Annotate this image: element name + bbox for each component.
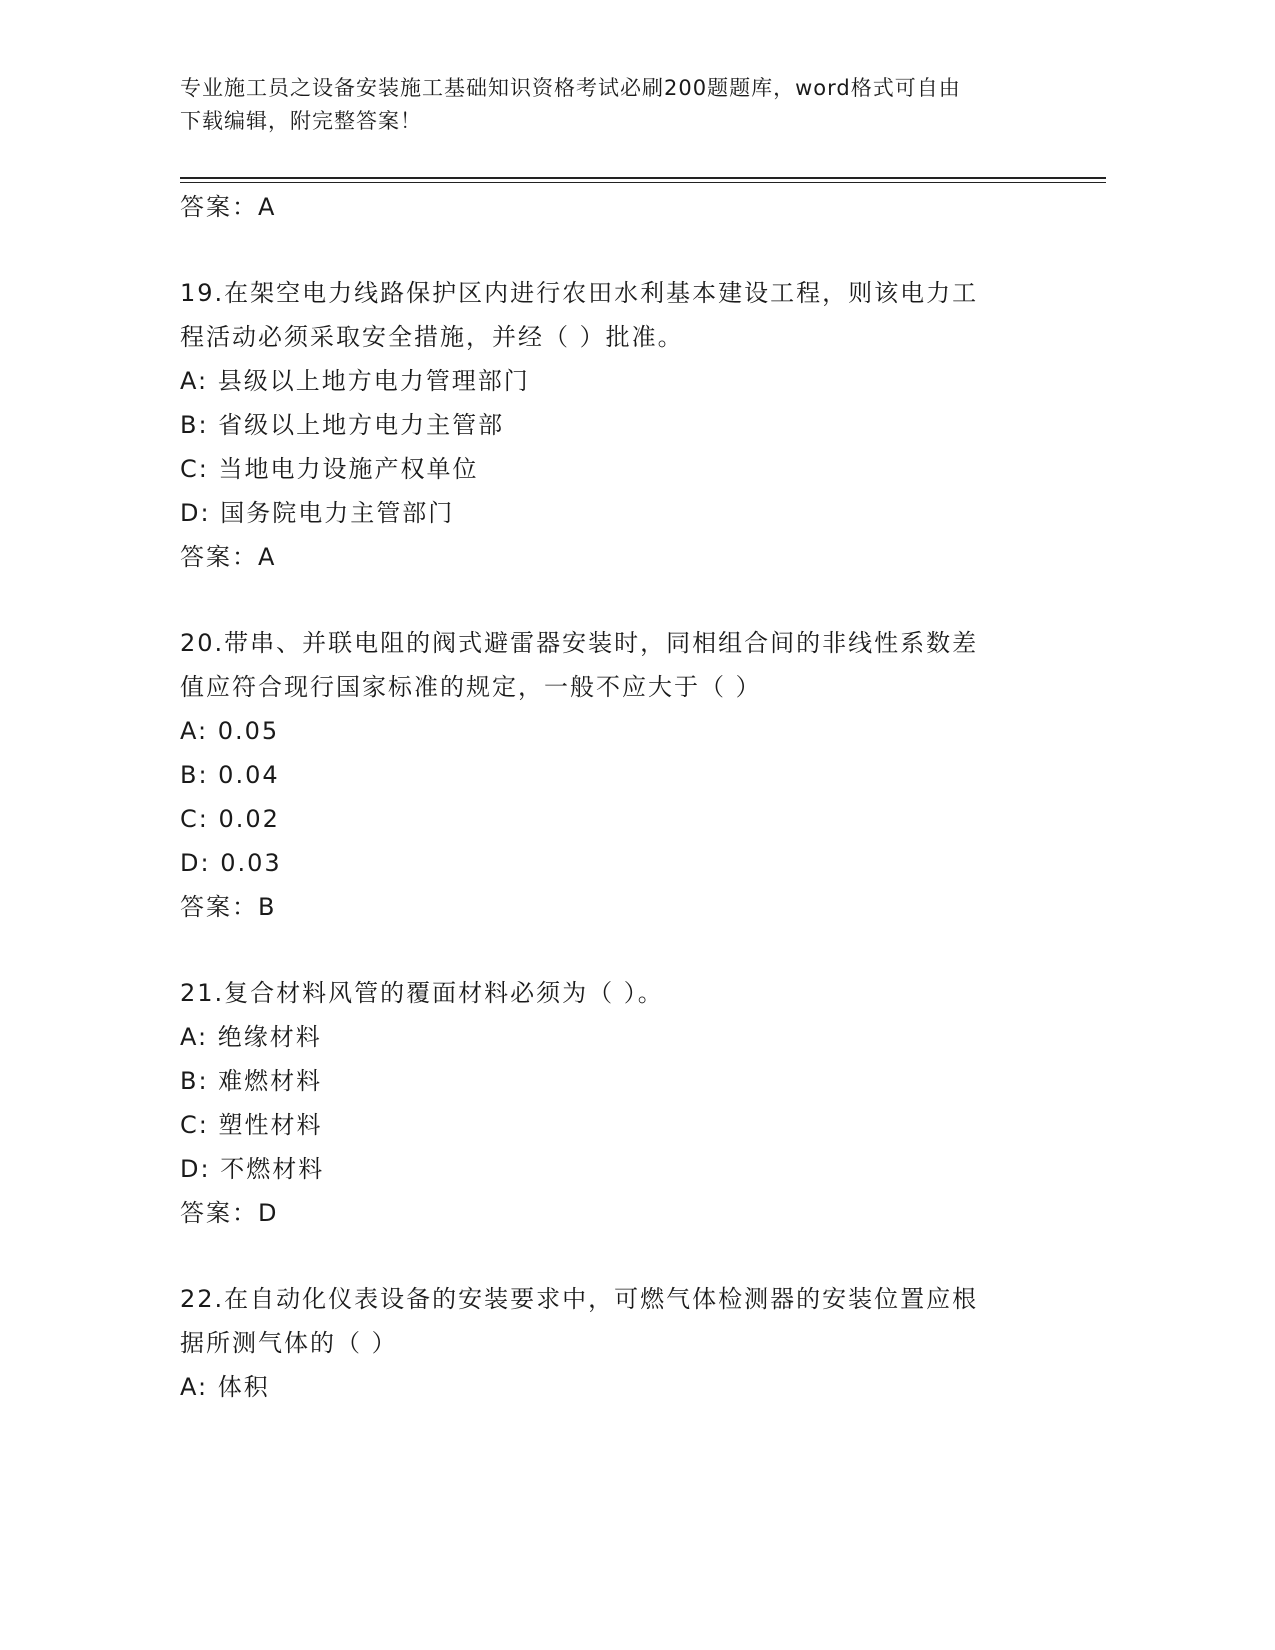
- option-a: A: 绝缘材料: [180, 1023, 322, 1051]
- question-20: [180, 621, 1060, 929]
- question-stem-line: 20.带串、并联电阻的阀式避雷器安装时，同相组合间的非线性系数差: [180, 629, 979, 657]
- option-b: B: 难燃材料: [180, 1067, 323, 1095]
- answer: 答案：A: [180, 543, 277, 571]
- option-a: A: 0.05: [180, 717, 280, 745]
- previous-answer: 答案：A: [180, 193, 277, 221]
- spacer: [180, 579, 1060, 621]
- answer: 答案：D: [180, 1199, 279, 1227]
- option-d: D: 0.03: [180, 849, 282, 877]
- question-stem-line: 21.复合材料风管的覆面材料必须为（ ）。: [180, 979, 664, 1007]
- option-d: D: 不燃材料: [180, 1155, 325, 1183]
- question-stem-line: 程活动必须采取安全措施，并经（ ）批准。: [180, 323, 684, 351]
- question-stem-line: 19.在架空电力线路保护区内进行农田水利基本建设工程，则该电力工: [180, 279, 979, 307]
- question-19: [180, 271, 1060, 579]
- answer: 答案：B: [180, 893, 277, 921]
- document-body: [180, 185, 1060, 1409]
- option-b: B: 0.04: [180, 761, 280, 789]
- header-divider-thin: [180, 182, 1106, 183]
- spacer: [180, 1235, 1060, 1277]
- option-d: D: 国务院电力主管部门: [180, 499, 455, 527]
- option-c: C: 0.02: [180, 805, 280, 833]
- option-a: A: 体积: [180, 1373, 270, 1401]
- spacer: [180, 929, 1060, 971]
- question-stem-line: 据所测气体的（ ）: [180, 1329, 398, 1357]
- option-a: A: 县级以上地方电力管理部门: [180, 367, 530, 395]
- spacer: [180, 229, 1060, 271]
- option-b: B: 省级以上地方电力主管部: [180, 411, 505, 439]
- question-stem-line: 值应符合现行国家标准的规定，一般不应大于（ ）: [180, 673, 762, 701]
- header-line-2: 下载编辑，附完整答案！: [180, 109, 422, 133]
- option-c: C: 当地电力设施产权单位: [180, 455, 479, 483]
- header-line-1: 专业施工员之设备安装施工基础知识资格考试必刷200题题库，word格式可自由: [180, 76, 961, 100]
- document-header: [180, 72, 1060, 138]
- question-stem-line: 22.在自动化仪表设备的安装要求中，可燃气体检测器的安装位置应根: [180, 1285, 979, 1313]
- header-divider-thick: [180, 177, 1106, 179]
- option-c: C: 塑性材料: [180, 1111, 323, 1139]
- question-22: [180, 1277, 1060, 1409]
- question-21: [180, 971, 1060, 1235]
